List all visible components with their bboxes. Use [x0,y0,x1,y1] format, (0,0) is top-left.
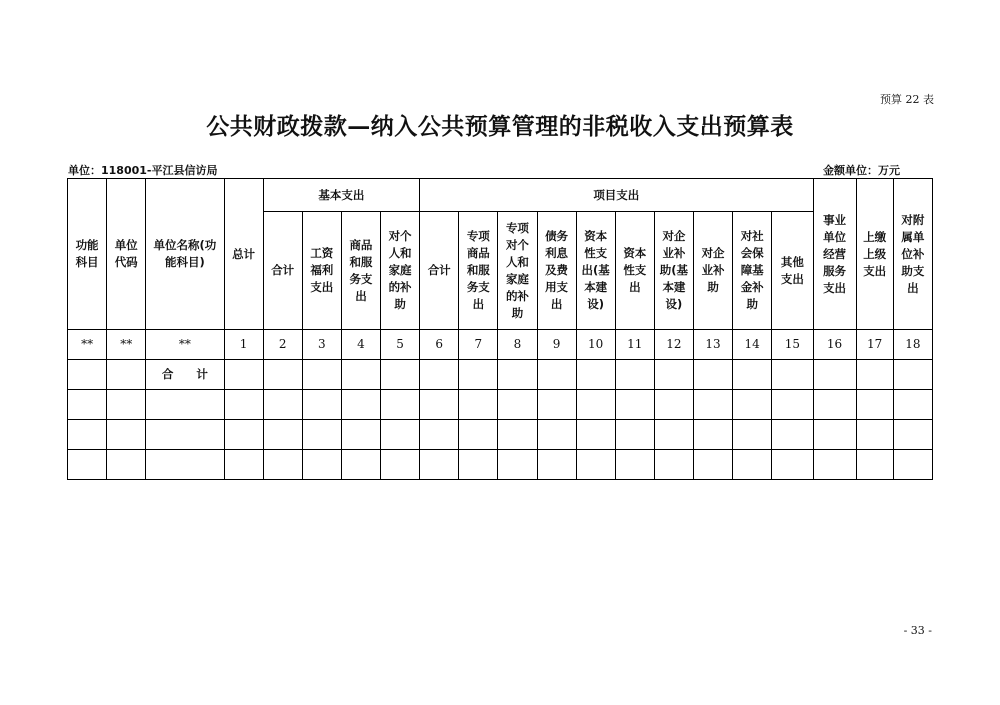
table-cell [107,360,146,390]
index-cell: 13 [694,330,733,360]
index-cell: 1 [224,330,263,360]
header-biz: 事业单位经营服务支出 [813,179,856,330]
index-cell: 16 [813,330,856,360]
header-basic-col: 商品和服务支出 [341,212,380,330]
header-basic: 基本支出 [263,179,420,212]
table-row [68,390,933,420]
index-cell: 11 [615,330,654,360]
header-project-col: 其他支出 [772,212,813,330]
index-cell: ** [68,330,107,360]
header-project-col: 对社会保障基金补助 [733,212,772,330]
index-cell: 9 [537,330,576,360]
header-project-col: 对企业补助 [694,212,733,330]
index-cell: ** [107,330,146,360]
index-cell: 18 [893,330,932,360]
page-number: - 33 - [903,624,932,637]
header-basic-col: 对个人和家庭的补助 [381,212,420,330]
header-unit-name: 单位名称(功能科目) [146,179,224,330]
index-cell: 15 [772,330,813,360]
index-cell: 4 [341,330,380,360]
budget-table [67,178,933,480]
table-cell [68,360,107,390]
unit-label: 单位：118001-平江县信访局 [68,164,218,177]
header-basic-col: 合计 [263,212,302,330]
header-unit-code: 单位代码 [107,179,146,330]
header-project-col: 合计 [420,212,459,330]
header-project-col: 债务利息及费用支出 [537,212,576,330]
header-project-col: 专项对个人和家庭的补助 [498,212,537,330]
index-row [68,330,933,360]
table-row [68,450,933,480]
index-cell: 6 [420,330,459,360]
page-title: 公共财政拨款—纳入公共预算管理的非税收入支出预算表 [206,113,794,140]
table-row [68,420,933,450]
index-cell: 2 [263,330,302,360]
header-total: 总计 [224,179,263,330]
index-cell: 3 [302,330,341,360]
index-cell: ** [146,330,224,360]
header-func-subject: 功能科目 [68,179,107,330]
header-attached: 对附属单位补助支出 [893,179,932,330]
index-cell: 14 [733,330,772,360]
amount-unit-label: 金额单位：万元 [823,164,900,177]
index-cell: 8 [498,330,537,360]
total-row-label: 合 计 [146,360,224,390]
index-cell: 5 [381,330,420,360]
header-project-col: 资本性支出(基本建设) [576,212,615,330]
header-project-col: 对企业补助(基本建设) [654,212,693,330]
header-project-col: 专项商品和服务支出 [459,212,498,330]
header-project: 项目支出 [420,179,813,212]
index-cell: 10 [576,330,615,360]
header-basic-col: 工资福利支出 [302,212,341,330]
index-cell: 7 [459,330,498,360]
header-project-col: 资本性支出 [615,212,654,330]
index-cell: 12 [654,330,693,360]
total-row [68,360,933,390]
header-upper: 上缴上级支出 [856,179,893,330]
page-label: 预算 22 表 [880,93,934,106]
index-cell: 17 [856,330,893,360]
